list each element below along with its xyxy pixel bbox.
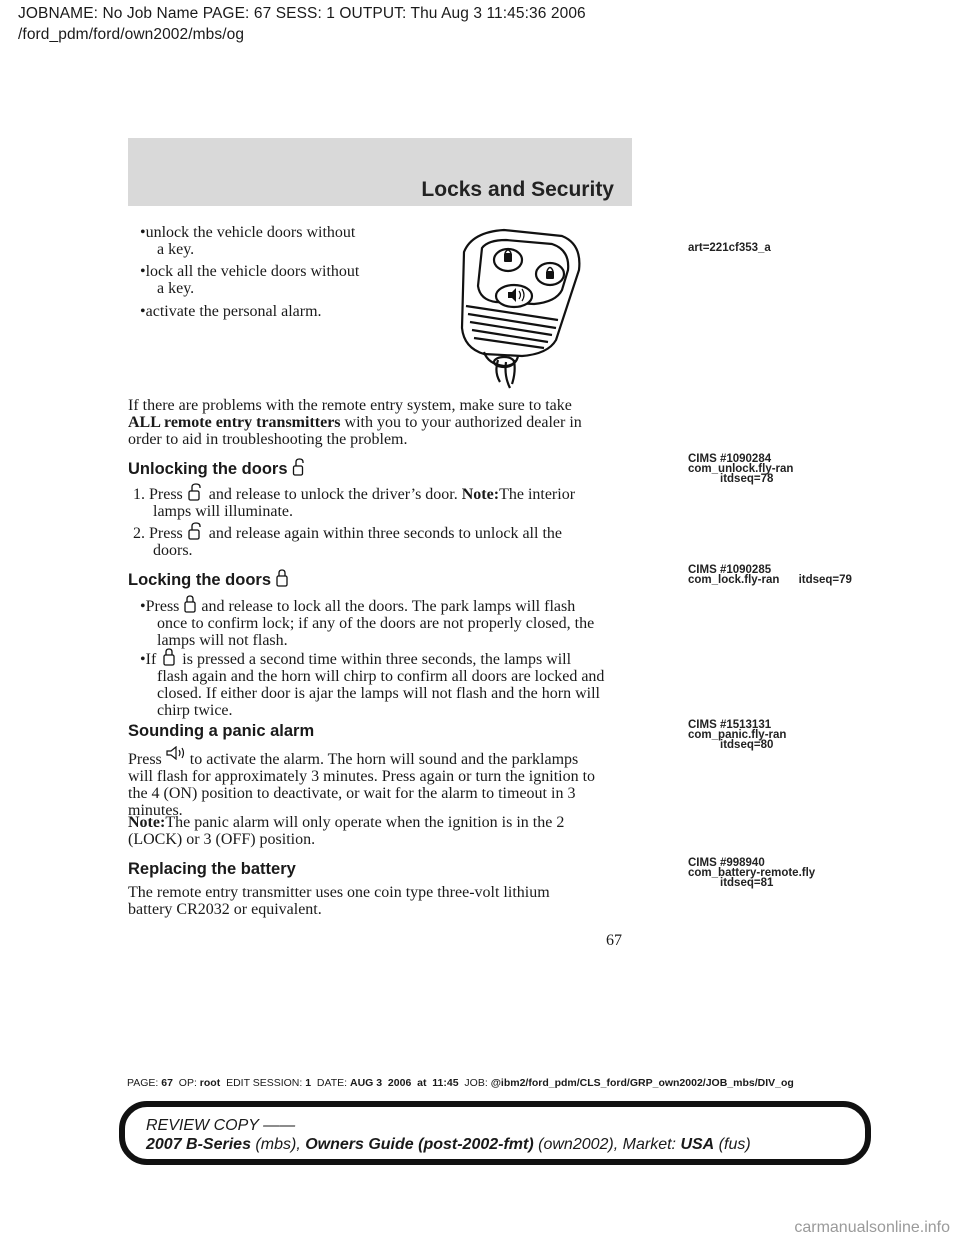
key-fob-illustration: [444, 222, 594, 394]
bullet-text: If: [145, 651, 157, 668]
review-code: (mbs): [255, 1136, 297, 1153]
panic-text: will flash for approximately 3 minutes. Press again or turn the ignition to: [128, 768, 596, 785]
list-item-text: unlock the vehicle doors without: [145, 224, 356, 241]
bullet-dot: •: [140, 598, 146, 615]
margin-note-line: itdseq=80: [720, 739, 774, 751]
bullet-text: is pressed a second time within three seconds, the lamps will: [182, 651, 572, 668]
bullet-text: once to confirm lock; if any of the doors are not properly closed, the: [157, 615, 595, 632]
bullet-dot: •: [140, 651, 146, 668]
heading-text: Locking the doors: [128, 571, 272, 589]
step-text: and release again within three seconds to unlock all the: [208, 525, 562, 542]
step-text: lamps will illuminate.: [153, 503, 293, 520]
heading-unlocking: [128, 458, 306, 479]
page-number: 67: [606, 932, 622, 949]
review-market: USA: [680, 1136, 715, 1153]
panic-paragraph: [128, 746, 595, 819]
battery-paragraph: [128, 884, 550, 918]
horn-icon: [166, 746, 186, 760]
battery-text: The remote entry transmitter uses one coin type three-volt lithium: [128, 884, 550, 901]
margin-note-lock: [688, 565, 852, 585]
section-title: Locks and Security: [421, 178, 614, 201]
intro-text: order to aid in troubleshooting the problem.: [128, 431, 408, 448]
footer-label: EDIT SESSION:: [226, 1077, 303, 1089]
heading-panic: Sounding a panic alarm: [128, 722, 315, 740]
margin-note-line: com_panic.fly-ran: [688, 729, 787, 741]
note-label: Note:: [461, 486, 500, 503]
list-item: [140, 224, 355, 258]
footer-label: JOB:: [464, 1077, 488, 1089]
unlock-step-2: [133, 522, 562, 559]
list-item-text: a key.: [157, 241, 195, 258]
bullet-text: Press: [145, 598, 180, 615]
margin-note-line: CIMS #1513131: [688, 719, 772, 731]
note-label: Note:: [128, 814, 166, 831]
margin-note-line: com_lock.fly-ran itdseq=79: [688, 574, 852, 586]
footer-label: DATE:: [316, 1077, 348, 1089]
lock-bullet-1: [140, 595, 594, 649]
margin-note-line: CIMS #998940: [688, 857, 765, 869]
review-copy-label: REVIEW COPY ——: [146, 1117, 296, 1134]
review-guide: Owners Guide (post-2002-fmt): [305, 1136, 534, 1153]
unlock-icon: [187, 522, 205, 540]
margin-note-line: itdseq=78: [720, 473, 774, 485]
bullet-text: closed. If either door is ajar the lamps will not flash and the horn will: [157, 685, 600, 702]
panic-text: the 4 (ON) position to deactivate, or wait for the alarm to timeout in 3: [128, 785, 576, 802]
intro-text: with you to your authorized dealer in: [344, 414, 582, 431]
bullet-text: and release to lock all the doors. The park lamps will flash: [201, 598, 576, 615]
intro-text: If there are problems with the remote entry system, make sure to take: [128, 397, 572, 414]
margin-note-panic: [688, 720, 786, 750]
intro-bold-text: ALL remote entry transmitters: [128, 414, 341, 431]
panic-text: minutes.: [128, 802, 183, 819]
footer-value: @ibm2/ford_pdm/CLS_ford/GRP_own2002/JOB_mbs/DIV_og: [490, 1077, 794, 1089]
heading-locking: [128, 569, 288, 590]
bullet-dot: •: [140, 224, 146, 241]
footer-label: PAGE:: [127, 1077, 159, 1089]
footer-value: root: [199, 1077, 221, 1089]
panic-note: [128, 814, 564, 848]
section-header-band: [128, 138, 632, 206]
step-text: 2. Press: [133, 525, 183, 542]
list-item-text: a key.: [157, 280, 195, 297]
review-label: Market:: [622, 1136, 676, 1153]
unlock-icon: [292, 458, 306, 476]
margin-note-line: CIMS #1090284: [688, 453, 772, 465]
watermark: carmanualsonline.info: [794, 1219, 950, 1236]
lock-icon: [276, 569, 288, 587]
list-item-text: activate the personal alarm.: [145, 303, 322, 320]
note-text: The panic alarm will only operate when the ignition is in the 2: [165, 814, 565, 831]
job-info-line: JOBNAME: No Job Name PAGE: 67 SESS: 1 OUTPUT: Thu Aug 3 11:45:36 2006: [18, 5, 586, 22]
margin-note-line: CIMS #1090285: [688, 564, 772, 576]
review-code: (own2002): [538, 1136, 614, 1153]
step-text: The interior: [499, 486, 576, 503]
bullet-dot: •: [140, 263, 146, 280]
margin-note-unlock: [688, 454, 793, 484]
bullet-dot: •: [140, 303, 146, 320]
step-text: and release to unlock the driver’s door.: [208, 486, 458, 503]
margin-note-line: com_battery-remote.fly: [688, 867, 816, 879]
lock-bullet-2: [140, 648, 604, 719]
step-text: 1. Press: [133, 486, 183, 503]
panic-text: Press: [128, 751, 162, 768]
margin-note-line: itdseq=81: [720, 877, 774, 889]
step-text: doors.: [153, 542, 193, 559]
panic-text: to activate the alarm. The horn will sound and the parklamps: [189, 751, 579, 768]
footer-info: [127, 1077, 794, 1089]
list-item: [140, 303, 322, 320]
battery-text: battery CR2032 or equivalent.: [128, 901, 322, 918]
list-item: [140, 263, 359, 297]
margin-note-art: art=221cf353_a: [688, 242, 771, 254]
review-code: (fus): [718, 1136, 751, 1153]
margin-note-battery: [688, 858, 815, 888]
footer-value: AUG 3 2006 at 11:45: [350, 1077, 459, 1089]
review-copy-details: 2007 B-Series (mbs), Owners Guide (post-2002-fmt) (own2002), Market: USA (fus): [146, 1136, 751, 1153]
review-model: 2007 B-Series: [146, 1136, 251, 1153]
unlock-step-1: [133, 483, 575, 520]
list-item-text: lock all the vehicle doors without: [145, 263, 360, 280]
footer-label: OP:: [178, 1077, 197, 1089]
heading-battery: Replacing the battery: [128, 860, 296, 878]
note-text: (LOCK) or 3 (OFF) position.: [128, 831, 316, 848]
bullet-text: lamps will not flash.: [157, 632, 288, 649]
footer-value: 67: [161, 1077, 173, 1089]
intro-paragraph: [128, 397, 648, 448]
bullet-text: flash again and the horn will chirp to confirm all doors are locked and: [157, 668, 605, 685]
unlock-icon: [187, 483, 205, 501]
bullet-text: chirp twice.: [157, 702, 233, 719]
margin-note-line: com_unlock.fly-ran: [688, 463, 794, 475]
footer-value: 1: [305, 1077, 312, 1089]
lock-icon: [183, 595, 197, 613]
heading-text: Unlocking the doors: [128, 460, 288, 478]
job-path-line: /ford_pdm/ford/own2002/mbs/og: [18, 26, 245, 43]
lock-icon: [162, 648, 176, 666]
